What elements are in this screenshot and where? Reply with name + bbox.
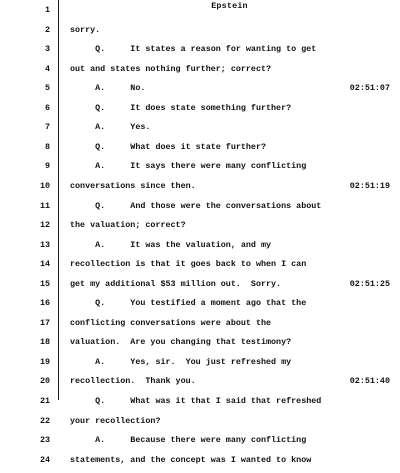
transcript-line [0,102,400,122]
line-text: your recollection? [70,415,161,426]
line-text: out and states nothing further; correct? [70,63,272,74]
line-timestamp: 02:51:25 [349,278,390,289]
page-header: Epstein [211,1,248,11]
line-number: 5 [44,83,50,94]
line-number: 23 [39,435,50,446]
line-text: A. It was the valuation, and my [70,239,272,250]
line-text: recollection. Thank you. [70,376,196,387]
line-text: get my additional $53 million out. Sorry. [70,278,282,289]
line-number: 10 [39,180,50,191]
line-text: Q. You testified a moment ago that the [70,298,307,309]
line-text: conflicting conversations were about the [70,317,272,328]
line-text: Q. What was it that I said that refreshed [70,396,322,406]
line-number: 24 [39,454,50,465]
line-number: 15 [39,278,50,289]
line-text: Q. And those were the conversations about [70,200,322,211]
line-text: A. Because there were many conflicting [70,435,307,446]
transcript-line [0,24,400,44]
transcript-line [0,63,400,83]
line-number: 19 [39,356,50,367]
line-number: 11 [39,200,50,211]
transcript-line [0,43,400,63]
line-text: statements, and the concept was I wanted to know [70,454,312,465]
line-number: 16 [39,298,50,309]
transcript-line [0,239,400,259]
transcript-line [0,160,400,180]
transcript-line [0,336,400,356]
line-timestamp: 02:51:19 [349,180,390,191]
line-text: A. It says there were many conflicting [70,161,307,172]
line-text: sorry. [70,24,101,35]
line-text: the valuation; correct? [70,220,186,231]
transcript-line [0,375,400,395]
line-text: valuation. Are you changing that testimony? [70,337,292,348]
line-number: 8 [44,141,50,152]
line-text: Q. It does state something further? [70,102,292,113]
transcript-line [0,434,400,454]
transcript-line [0,82,400,102]
line-number: 6 [44,102,50,113]
line-text: Q. What does it state further? [70,141,267,152]
line-timestamp: 02:51:40 [349,376,390,387]
line-text: A. Yes, sir. You just refreshed my [70,356,292,367]
transcript-line [0,141,400,161]
line-number: 4 [44,63,50,74]
line-number: 3 [44,44,50,55]
line-text: A. No. [70,83,146,94]
line-number: 1 [44,5,50,15]
line-timestamp: 02:51:07 [349,83,390,94]
transcript-line [0,317,400,337]
line-number: 18 [39,337,50,348]
line-text: A. Yes. [70,122,151,133]
line-number: 12 [39,220,50,231]
line-number: 7 [44,122,50,133]
line-text: recollection is that it goes back to when I can [70,259,307,270]
transcript-line [0,297,400,317]
line-number: 13 [39,239,50,250]
transcript-line [0,180,400,200]
line-number: 21 [39,396,50,406]
transcript-line [0,415,400,435]
line-text: conversations since then. [70,180,196,191]
transcript-line [0,454,400,473]
transcript-line [0,278,400,298]
line-number: 20 [39,376,50,387]
transcript-line [0,258,400,278]
transcript-line [0,395,400,415]
line-number: 2 [44,24,50,35]
line-number: 9 [44,161,50,172]
transcript-line [0,219,400,239]
transcript-line [0,121,400,141]
line-text: Q. It states a reason for wanting to get [70,44,317,55]
transcript-line [0,4,400,24]
line-number: 14 [39,259,50,270]
line-number: 22 [39,415,50,426]
transcript-line [0,356,400,376]
transcript-line [0,200,400,220]
line-number: 17 [39,317,50,328]
